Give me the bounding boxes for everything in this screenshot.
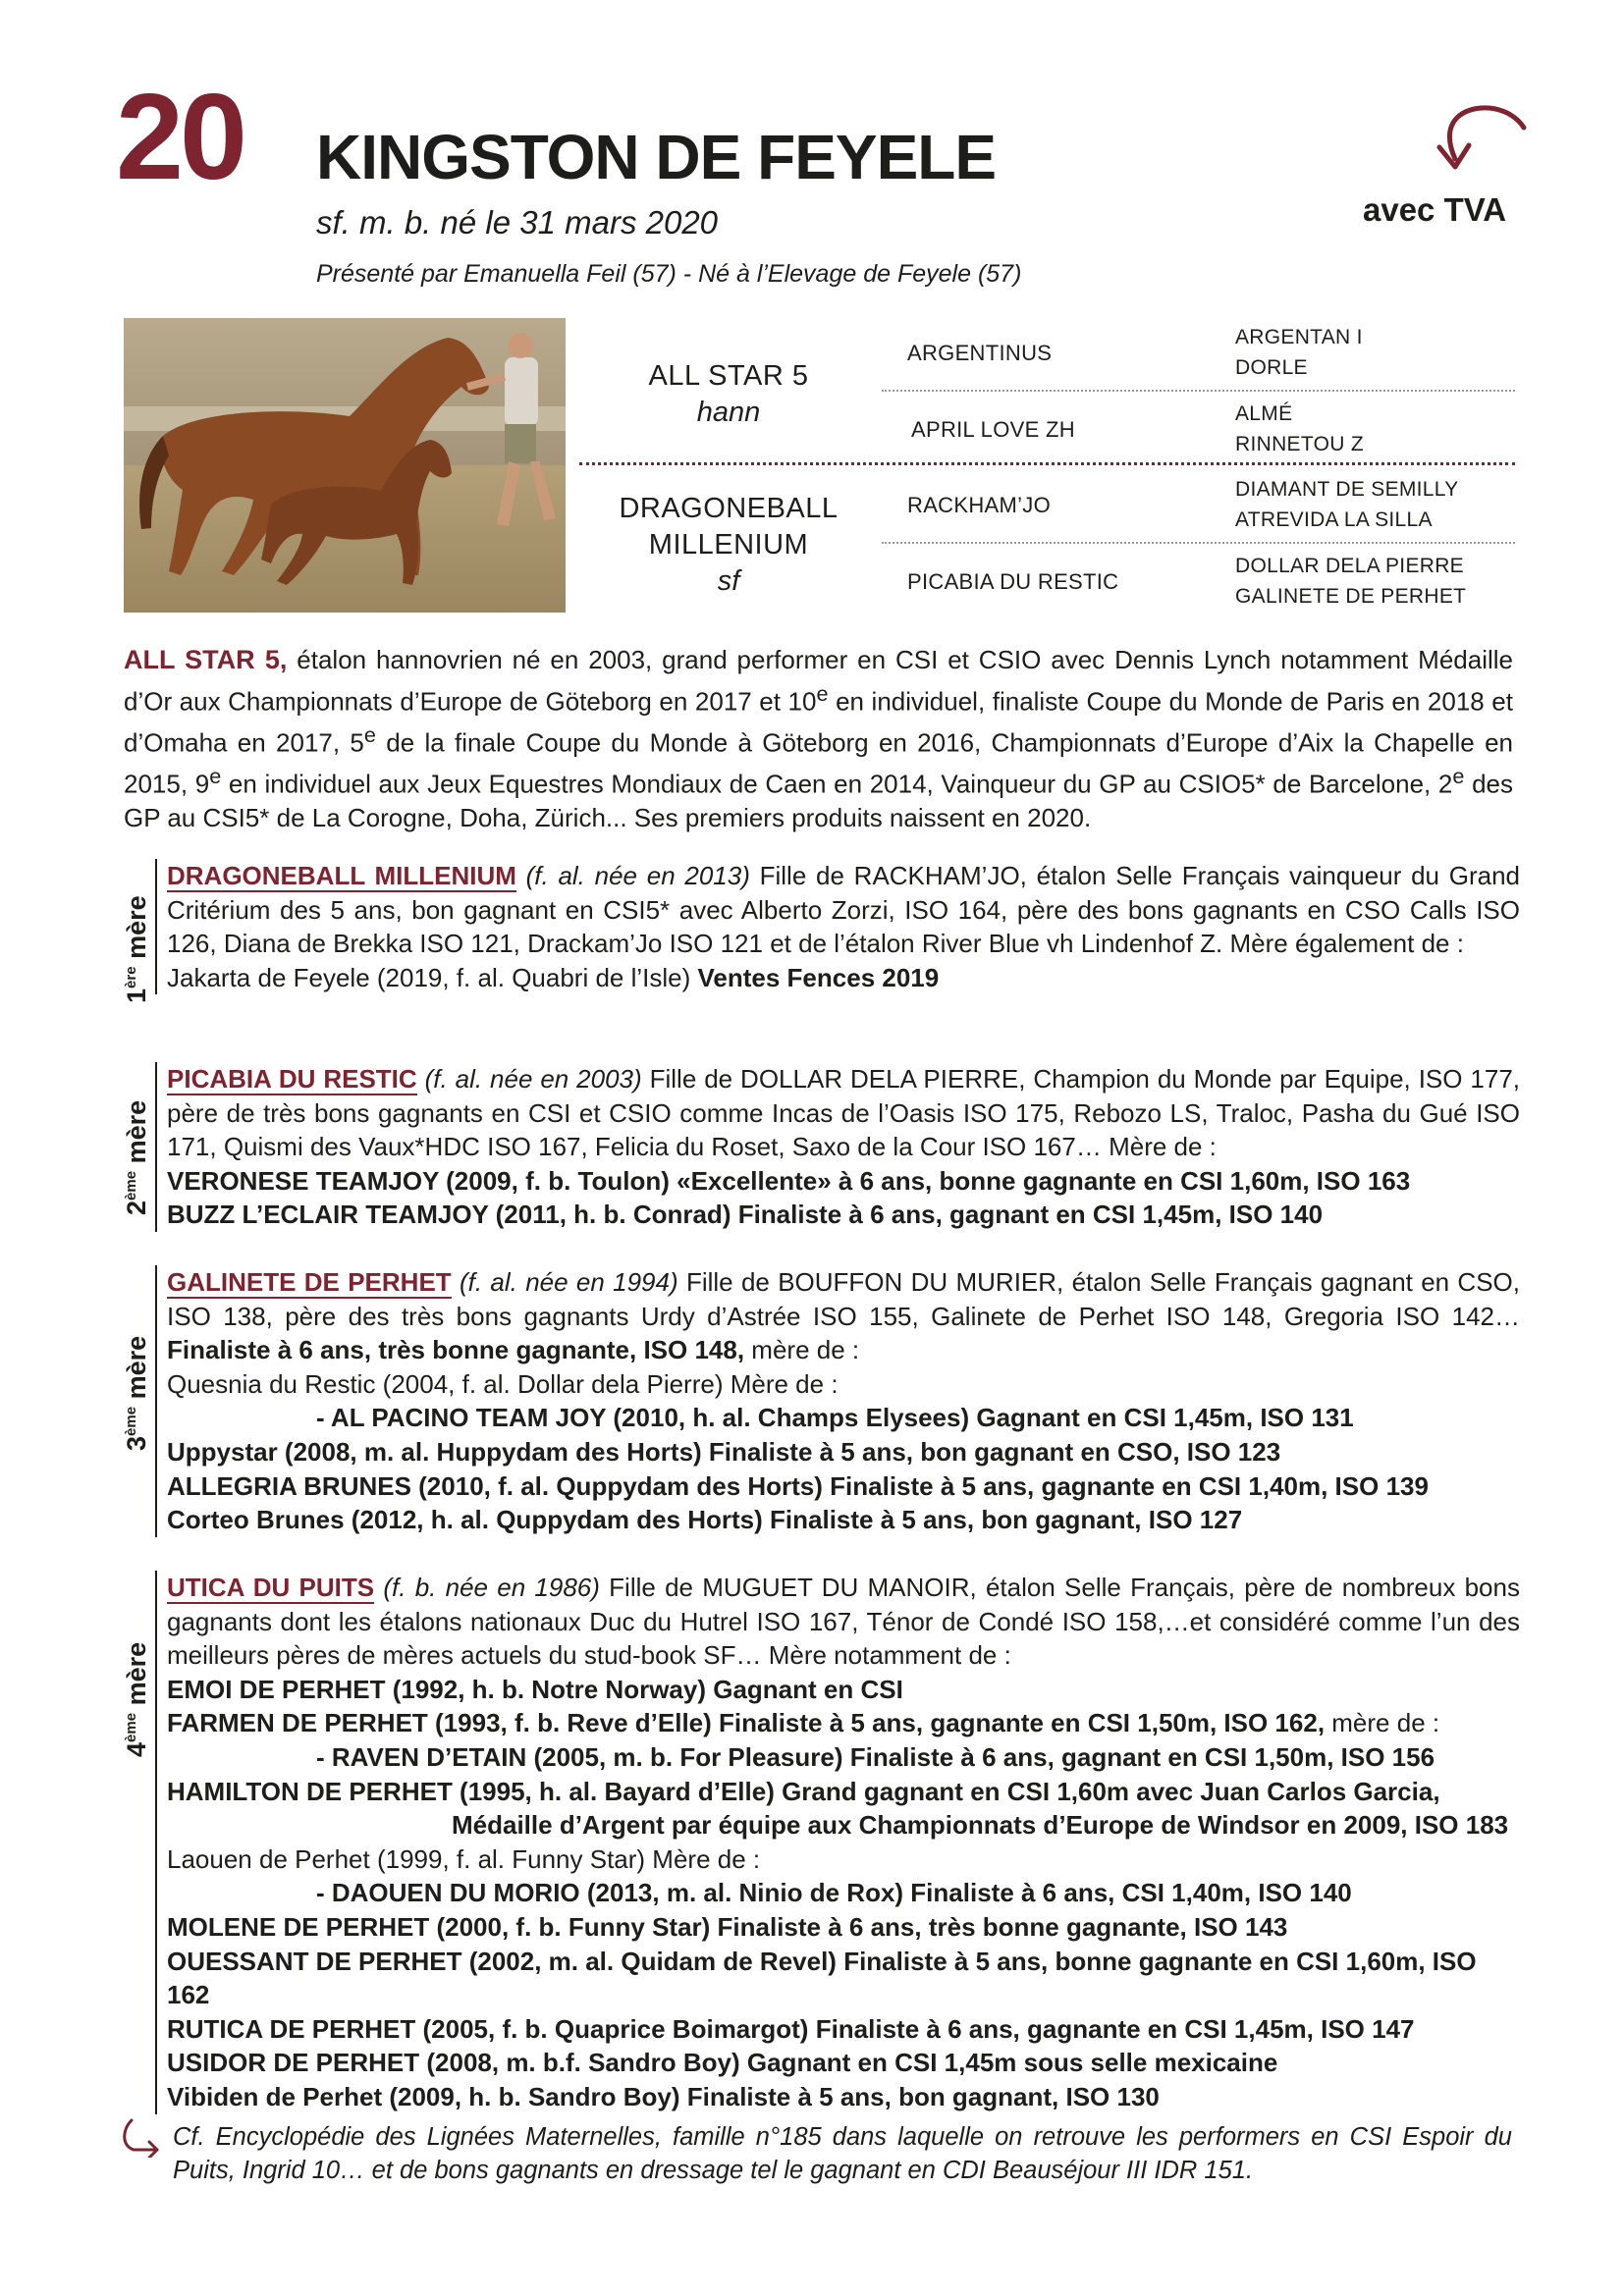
mere-4-product-cont: Médaille d’Argent par équipe aux Championnats d’Europe de Windsor en 2009, ISO 183	[452, 1810, 1509, 1841]
great-grandparents-4	[1235, 551, 1466, 612]
horse-photo	[124, 318, 566, 613]
sire-paragraph: ALL STAR 5, étalon hannovrien né en 2003, grand performer en CSI et CSIO avec Dennis Lynch notamment Médaille d’Or aux Championnats d’Europe de Göteborg en 2017 et 10e en individuel, finaliste Coupe du Monde de Paris en 2018 et d’Omaha en 2017, 5e de la finale Coupe du Monde à Göteborg en 2016, Championnats d’Europe d’Aix la Chapelle en 2015, 9e en individuel aux Jeux Equestres Mondiaux de Caen en 2014, Vainqueur du GP au CSIO5* de Barcelone, 2e des GP au CSI5* de La Corogne, Doha, Zürich... Ses premiers produits naissent en 2020.	[124, 645, 1514, 833]
mere-block-3	[155, 1265, 1520, 1537]
mere-3-indented: - AL PACINO TEAM JOY (2010, h. al. Champs Elysees) Gagnant en CSI 1,45m, ISO 131	[316, 1403, 1354, 1433]
mere-3-text: GALINETE DE PERHET (f. al. née en 1994) Fille de BOUFFON DU MURIER, étalon Selle Français gagnant en CSO, ISO 138, père des très bons gagnants Urdy d’Astrée ISO 155, Galinete de Perhet ISO 148, Gregoria ISO 142… Finaliste à 6 ans, très bonne gagnante, ISO 148, mère de :	[167, 1267, 1520, 1365]
ggp-7: DOLLAR DELA PIERRE	[1235, 555, 1464, 577]
mere-4-product: FARMEN DE PERHET (1993, f. b. Reve d’Elle) Finaliste à 5 ans, gagnante en CSI 1,50m, ISO 162, mère de :	[167, 1708, 1440, 1738]
mere-4-indented: - RAVEN D’ETAIN (2005, m. b. For Pleasure) Finaliste à 6 ans, gagnant en CSI 1,50m, ISO 156	[316, 1741, 1435, 1772]
ggp-6: ATREVIDA LA SILLA	[1235, 508, 1433, 531]
ggp-5: DIAMANT DE SEMILLY	[1235, 478, 1459, 501]
dam-name-line1: DRAGONEBALL	[619, 493, 839, 524]
mere-block-1	[155, 859, 1520, 994]
horse-name: KINGSTON DE FEYELE	[316, 122, 997, 192]
curved-arrow-icon	[1426, 102, 1534, 185]
mere-block-2	[155, 1062, 1520, 1232]
mere-3-name: GALINETE DE PERHET	[167, 1267, 452, 1297]
mere-label-3: 3ème mère	[122, 1335, 151, 1451]
mere-4-product: USIDOR DE PERHET (2008, m. b.f. Sandro Boy) Gagnant en CSI 1,45m sous selle mexicaine	[167, 2048, 1278, 2078]
mere-2-text: PICABIA DU RESTIC (f. al. née en 2003) Fille de DOLLAR DELA PIERRE, Champion du Monde par Equipe, ISO 177, père de très bons gagnants en CSI et CSIO comme Incas de l’Oasis ISO 175, Rebozo LS, Traloc, Pasha du Gué ISO 171, Quismi des Vaux*HDC ISO 167, Felicia du Roset, Saxo de la Cour ISO 167… Mère de :	[167, 1064, 1521, 1162]
mere-2-product: BUZZ L’ECLAIR TEAMJOY (2011, h. b. Conrad) Finaliste à 6 ans, gagnant en CSI 1,45m, ISO 140	[167, 1200, 1324, 1230]
mere-1-text: DRAGONEBALL MILLENIUM (f. al. née en 2013) Fille de RACKHAM’JO, étalon Selle Français vainqueur du Grand Critérium des 5 ans, bon gagnant en CSI5* avec Alberto Zorzi, ISO 164, père des bons gagnants en CSO Calls ISO 126, Diana de Brekka ISO 121, Drackam’Jo ISO 121 et de l’étalon River Blue vh Lindenhof Z. Mère également de :	[167, 861, 1520, 959]
grandparent-1: ARGENTINUS	[907, 341, 1053, 365]
grandparent-2: APRIL LOVE ZH	[911, 417, 1075, 442]
pedigree-divider	[882, 542, 1515, 544]
mere-4-text: UTICA DU PUITS (f. b. née en 1986) Fille de MUGUET DU MANOIR, étalon Selle Français, père de nombreux bons gagnants dont les étalons nationaux Duc du Hutrel ISO 167, Ténor de Condé ISO 158,…et considéré comme l’un des meilleurs pères de mères actuels du stud-book SF… Mère notamment de :	[167, 1573, 1520, 1671]
mere-3-product: Corteo Brunes (2012, h. al. Quppydam des Horts) Finaliste à 5 ans, bon gagnant, ISO 127	[167, 1505, 1243, 1535]
mere-3-line: Quesnia du Restic (2004, f. al. Dollar dela Pierre) Mère de :	[167, 1368, 839, 1399]
mere-3-product: Uppystar (2008, m. al. Huppydam des Horts) Finaliste à 5 ans, bon gagnant en CSO, ISO 123	[167, 1436, 1281, 1467]
great-grandparents-3	[1235, 474, 1459, 535]
tva-label: avec TVA	[1363, 191, 1507, 228]
mere-4-name: UTICA DU PUITS	[167, 1573, 375, 1602]
lot-number: 20	[116, 70, 244, 205]
pedigree-dam	[611, 491, 846, 600]
great-grandparents-1	[1235, 322, 1363, 383]
mere-block-4	[155, 1571, 1520, 2114]
sire-paragraph-name: ALL STAR 5,	[124, 645, 288, 674]
return-arrow-icon	[118, 2118, 163, 2158]
sire-name: ALL STAR 5	[648, 360, 809, 392]
dam-name-line2: MILLENIUM	[648, 529, 809, 561]
great-grandparents-2	[1235, 399, 1364, 459]
presented-by: Présenté par Emanuella Feil (57) - Né à l’Elevage de Feyele (57)	[316, 260, 1022, 288]
ggp-4: RINNETOU Z	[1235, 433, 1364, 455]
mere-label-1: 1ère mère	[122, 895, 151, 1003]
mere-4-product: MOLENE DE PERHET (2000, f. b. Funny Star) Finaliste à 6 ans, très bonne gagnante, ISO 143	[167, 1911, 1288, 1942]
sire-breed: hann	[696, 397, 761, 428]
grandparent-3: RACKHAM’JO	[907, 493, 1052, 517]
mere-1-name: DRAGONEBALL MILLENIUM	[167, 861, 516, 890]
footnote: Cf. Encyclopédie des Lignées Maternelles, famille n°185 dans laquelle on retrouve les performers en CSI Espoir du Puits, Ingrid 10… et de bons gagnants en dressage tel le gagnant en CDI Beauséjour III IDR 151.	[173, 2123, 1512, 2184]
mere-4-product: EMOI DE PERHET (1992, h. b. Notre Norway) Gagnant en CSI	[167, 1674, 903, 1704]
ggp-2: DORLE	[1235, 356, 1308, 379]
mere-4-line: Laouen de Perhet (1999, f. al. Funny Star) Mère de :	[167, 1843, 761, 1874]
dam-breed: sf	[717, 565, 740, 597]
mere-label-2: 2ème mère	[122, 1099, 151, 1215]
mere-4-product: RUTICA DE PERHET (2005, f. b. Quaprice Boimargot) Finaliste à 6 ans, gagnante en CSI 1,45m, ISO 147	[167, 2013, 1415, 2044]
ggp-3: ALMÉ	[1235, 402, 1293, 425]
mere-4-product: Vibiden de Perhet (2009, h. b. Sandro Boy) Finaliste à 5 ans, bon gagnant, ISO 130	[167, 2081, 1160, 2111]
mere-2-name: PICABIA DU RESTIC	[167, 1064, 417, 1094]
mere-3-product: ALLEGRIA BRUNES (2010, f. al. Quppydam des Horts) Finaliste à 5 ans, gagnante en CSI 1,40m, ISO 139	[167, 1470, 1429, 1501]
mere-4-product: HAMILTON DE PERHET (1995, h. al. Bayard d’Elle) Grand gagnant en CSI 1,60m avec Juan Carlos Garcia,	[167, 1776, 1440, 1806]
pedigree-divider	[882, 390, 1515, 392]
mere-2-product: VERONESE TEAMJOY (2009, f. b. Toulon) «Excellente» à 6 ans, bonne gagnante en CSI 1,60m, ISO 163	[167, 1165, 1411, 1196]
ggp-8: GALINETE DE PERHET	[1235, 585, 1467, 608]
grandparent-4: PICABIA DU RESTIC	[907, 569, 1119, 594]
mere-label-4: 4ème mère	[122, 1641, 151, 1757]
pedigree-sire	[611, 358, 846, 431]
mere-4-indented: - DAOUEN DU MORIO (2013, m. al. Ninio de Rox) Finaliste à 6 ans, CSI 1,40m, ISO 140	[316, 1878, 1352, 1908]
horse-subtitle: sf. m. b. né le 31 mars 2020	[316, 204, 719, 240]
pedigree-main-divider	[579, 462, 1515, 465]
mere-1-line: Jakarta de Feyele (2019, f. al. Quabri de l’Isle) Ventes Fences 2019	[167, 962, 940, 992]
ggp-1: ARGENTAN I	[1235, 326, 1363, 348]
mere-4-product: OUESSANT DE PERHET (2002, m. al. Quidam de Revel) Finaliste à 5 ans, bonne gagnante en CSI 1,60m, ISO 162	[167, 1946, 1477, 2010]
